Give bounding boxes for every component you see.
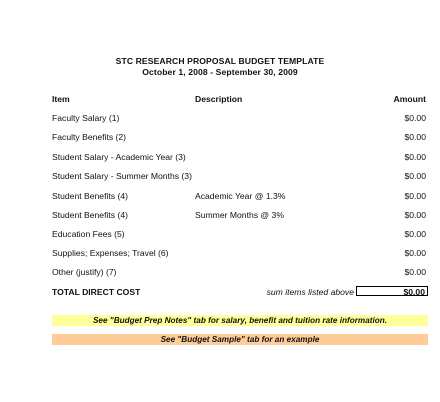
table-row [0,248,440,260]
column-header-description: Description [195,94,243,104]
row-amount[interactable]: $0.00 [404,248,426,258]
row-amount[interactable]: $0.00 [404,152,426,162]
row-amount[interactable]: $0.00 [404,171,426,181]
row-item: Student Benefits (4) [52,191,128,201]
budget-prep-notes-banner: See "Budget Prep Notes" tab for salary, benefit and tuition rate information. [52,315,428,326]
table-row [0,132,440,144]
row-amount[interactable]: $0.00 [404,267,426,277]
column-header-amount: Amount [393,94,426,104]
table-row [0,267,440,279]
table-row [0,113,440,125]
table-row [0,229,440,241]
row-amount[interactable]: $0.00 [404,210,426,220]
total-label: TOTAL DIRECT COST [52,287,141,297]
row-amount[interactable]: $0.00 [404,113,426,123]
table-row [0,191,440,203]
row-amount[interactable]: $0.00 [404,191,426,201]
row-item: Faculty Salary (1) [52,113,120,123]
row-item: Other (justify) (7) [52,267,117,277]
table-row [0,210,440,222]
total-note: sum items listed above [266,287,354,297]
column-header-item: Item [52,94,70,104]
table-row [0,152,440,164]
row-item: Student Benefits (4) [52,210,128,220]
row-item: Faculty Benefits (2) [52,132,127,142]
page-title: STC RESEARCH PROPOSAL BUDGET TEMPLATE [115,56,325,66]
row-item: Supplies; Expenses; Travel (6) [52,248,169,258]
budget-sample-banner: See "Budget Sample" tab for an example [52,334,428,345]
total-amount-cell[interactable]: $0.00 [356,286,428,296]
table-row [0,171,440,183]
row-item: Education Fees (5) [52,229,125,239]
page-subtitle: October 1, 2008 - September 30, 2009 [142,67,298,77]
row-amount[interactable]: $0.00 [404,132,426,142]
row-amount[interactable]: $0.00 [404,229,426,239]
row-item: Student Salary - Summer Months (3) [52,171,192,181]
row-item: Student Salary - Academic Year (3) [52,152,186,162]
row-description: Academic Year @ 1.3% [195,191,286,201]
row-description: Summer Months @ 3% [195,210,284,220]
